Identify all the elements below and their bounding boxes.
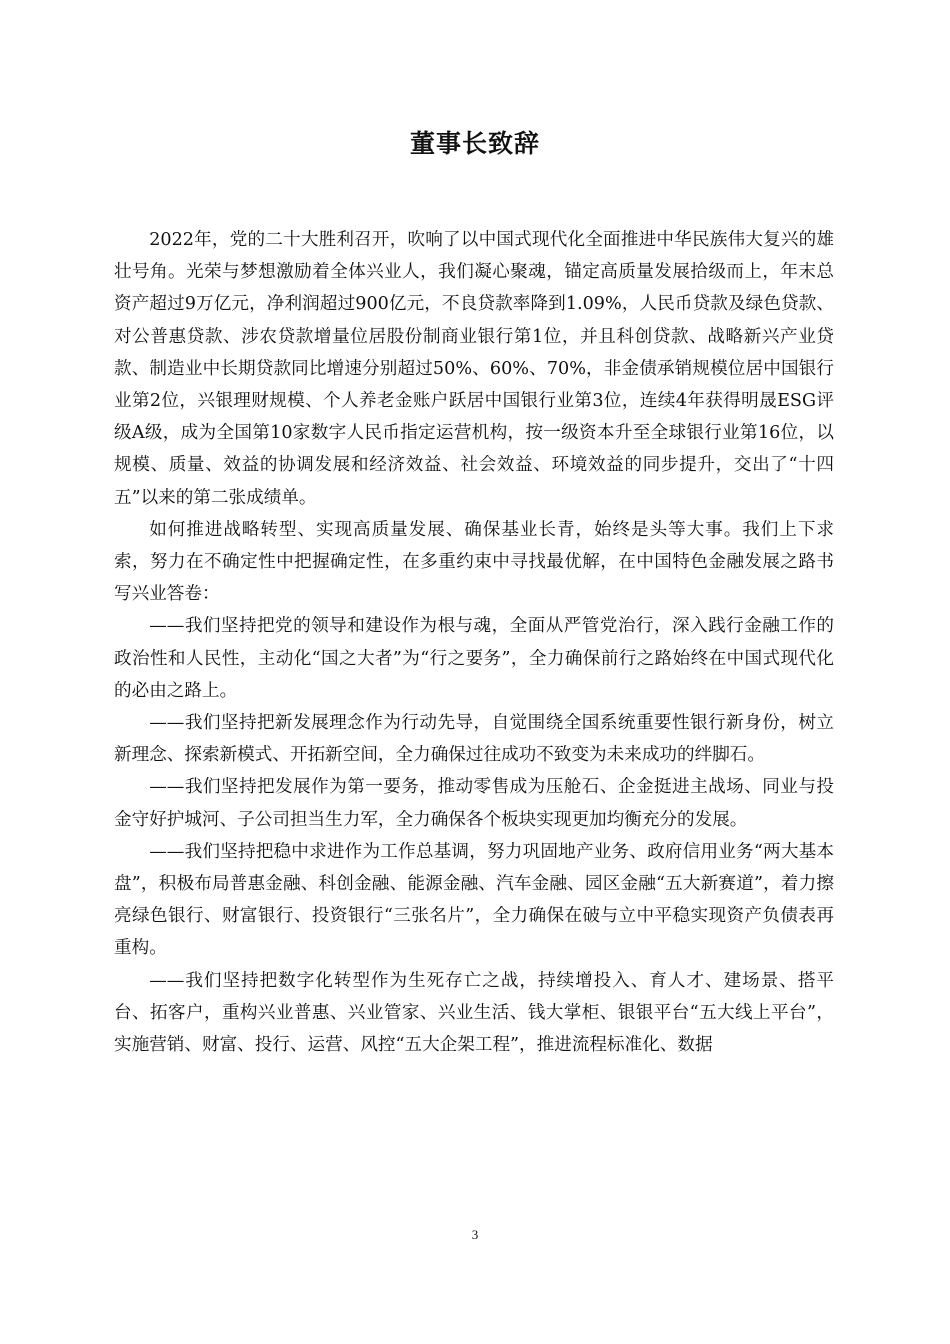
page-title: 董事长致辞	[409, 129, 540, 158]
page-number: 3	[471, 1227, 479, 1242]
paragraph-1: 2022年，党的二十大胜利召开，吹响了以中国式现代化全面推进中华民族伟大复兴的雄壮号角。光荣与梦想激励着全体兴业人，我们凝心聚魂，锚定高质量发展拾级而上，年末总资产超过9万亿元，净利润超过900亿元，不良贷款率降到1.09%，人民币贷款及绿色贷款、对公普惠贷款、涉农贷款增量位居股份制商业银行第1位，并且科创贷款、战略新兴产业贷款、制造业中长期贷款同比增速分别超过50%、60%、70%，非金债承销规模位居中国银行业第2位，兴银理财规模、个人养老金账户跃居中国银行业第3位，连续4年获得明晟ESG评级A级，成为全国第10家数字人民币指定运营机构，按一级资本升至全球银行业第16位，以规模、质量、效益的协调发展和经济效益、社会效益、环境效益的同步提升，交出了“十四五”以来的第二张成绩单。	[114, 230, 834, 508]
paragraph-3: ——我们坚持把党的领导和建设作为根与魂，全面从严管党治行，深入践行金融工作的政治性和人民性，主动化“国之大者”为“行之要务”，全力确保前行之路始终在中国式现代化的必由之路上。	[114, 616, 834, 701]
paragraph-4: ——我们坚持把新发展理念作为行动先导，自觉围绕全国系统重要性银行新身份，树立新理念、探索新模式、开拓新空间，全力确保过往成功不致变为未来成功的绊脚石。	[114, 713, 834, 766]
paragraph-2: 如何推进战略转型、实现高质量发展、确保基业长青，始终是头等大事。我们上下求索，努力在不确定性中把握确定性，在多重约束中寻找最优解，在中国特色金融发展之路书写兴业答卷：	[114, 519, 834, 605]
paragraph-6: ——我们坚持把稳中求进作为工作总基调，努力巩固地产业务、政府信用业务“两大基本盘”，积极布局普惠金融、科创金融、能源金融、汽车金融、园区金融“五大新赛道”，着力擦亮绿色银行、财富银行、投资银行“三张名片”，全力确保在破与立中平稳实现资产负债表再重构。	[114, 841, 834, 959]
body-text	[114, 224, 834, 1061]
paragraph-5: ——我们坚持把发展作为第一要务，推动零售成为压舱石、企金挺进主战场、同业与投金守好护城河、子公司担当生力军，全力确保各个板块实现更加均衡充分的发展。	[114, 777, 834, 830]
paragraph-7: ——我们坚持把数字化转型作为生死存亡之战，持续增投入、育人才、建场景、搭平台、拓客户，重构兴业普惠、兴业管家、兴业生活、钱大掌柜、银银平台“五大线上平台”，实施营销、财富、投行、运营、风控“五大企架工程”，推进流程标准化、数据	[114, 970, 834, 1056]
